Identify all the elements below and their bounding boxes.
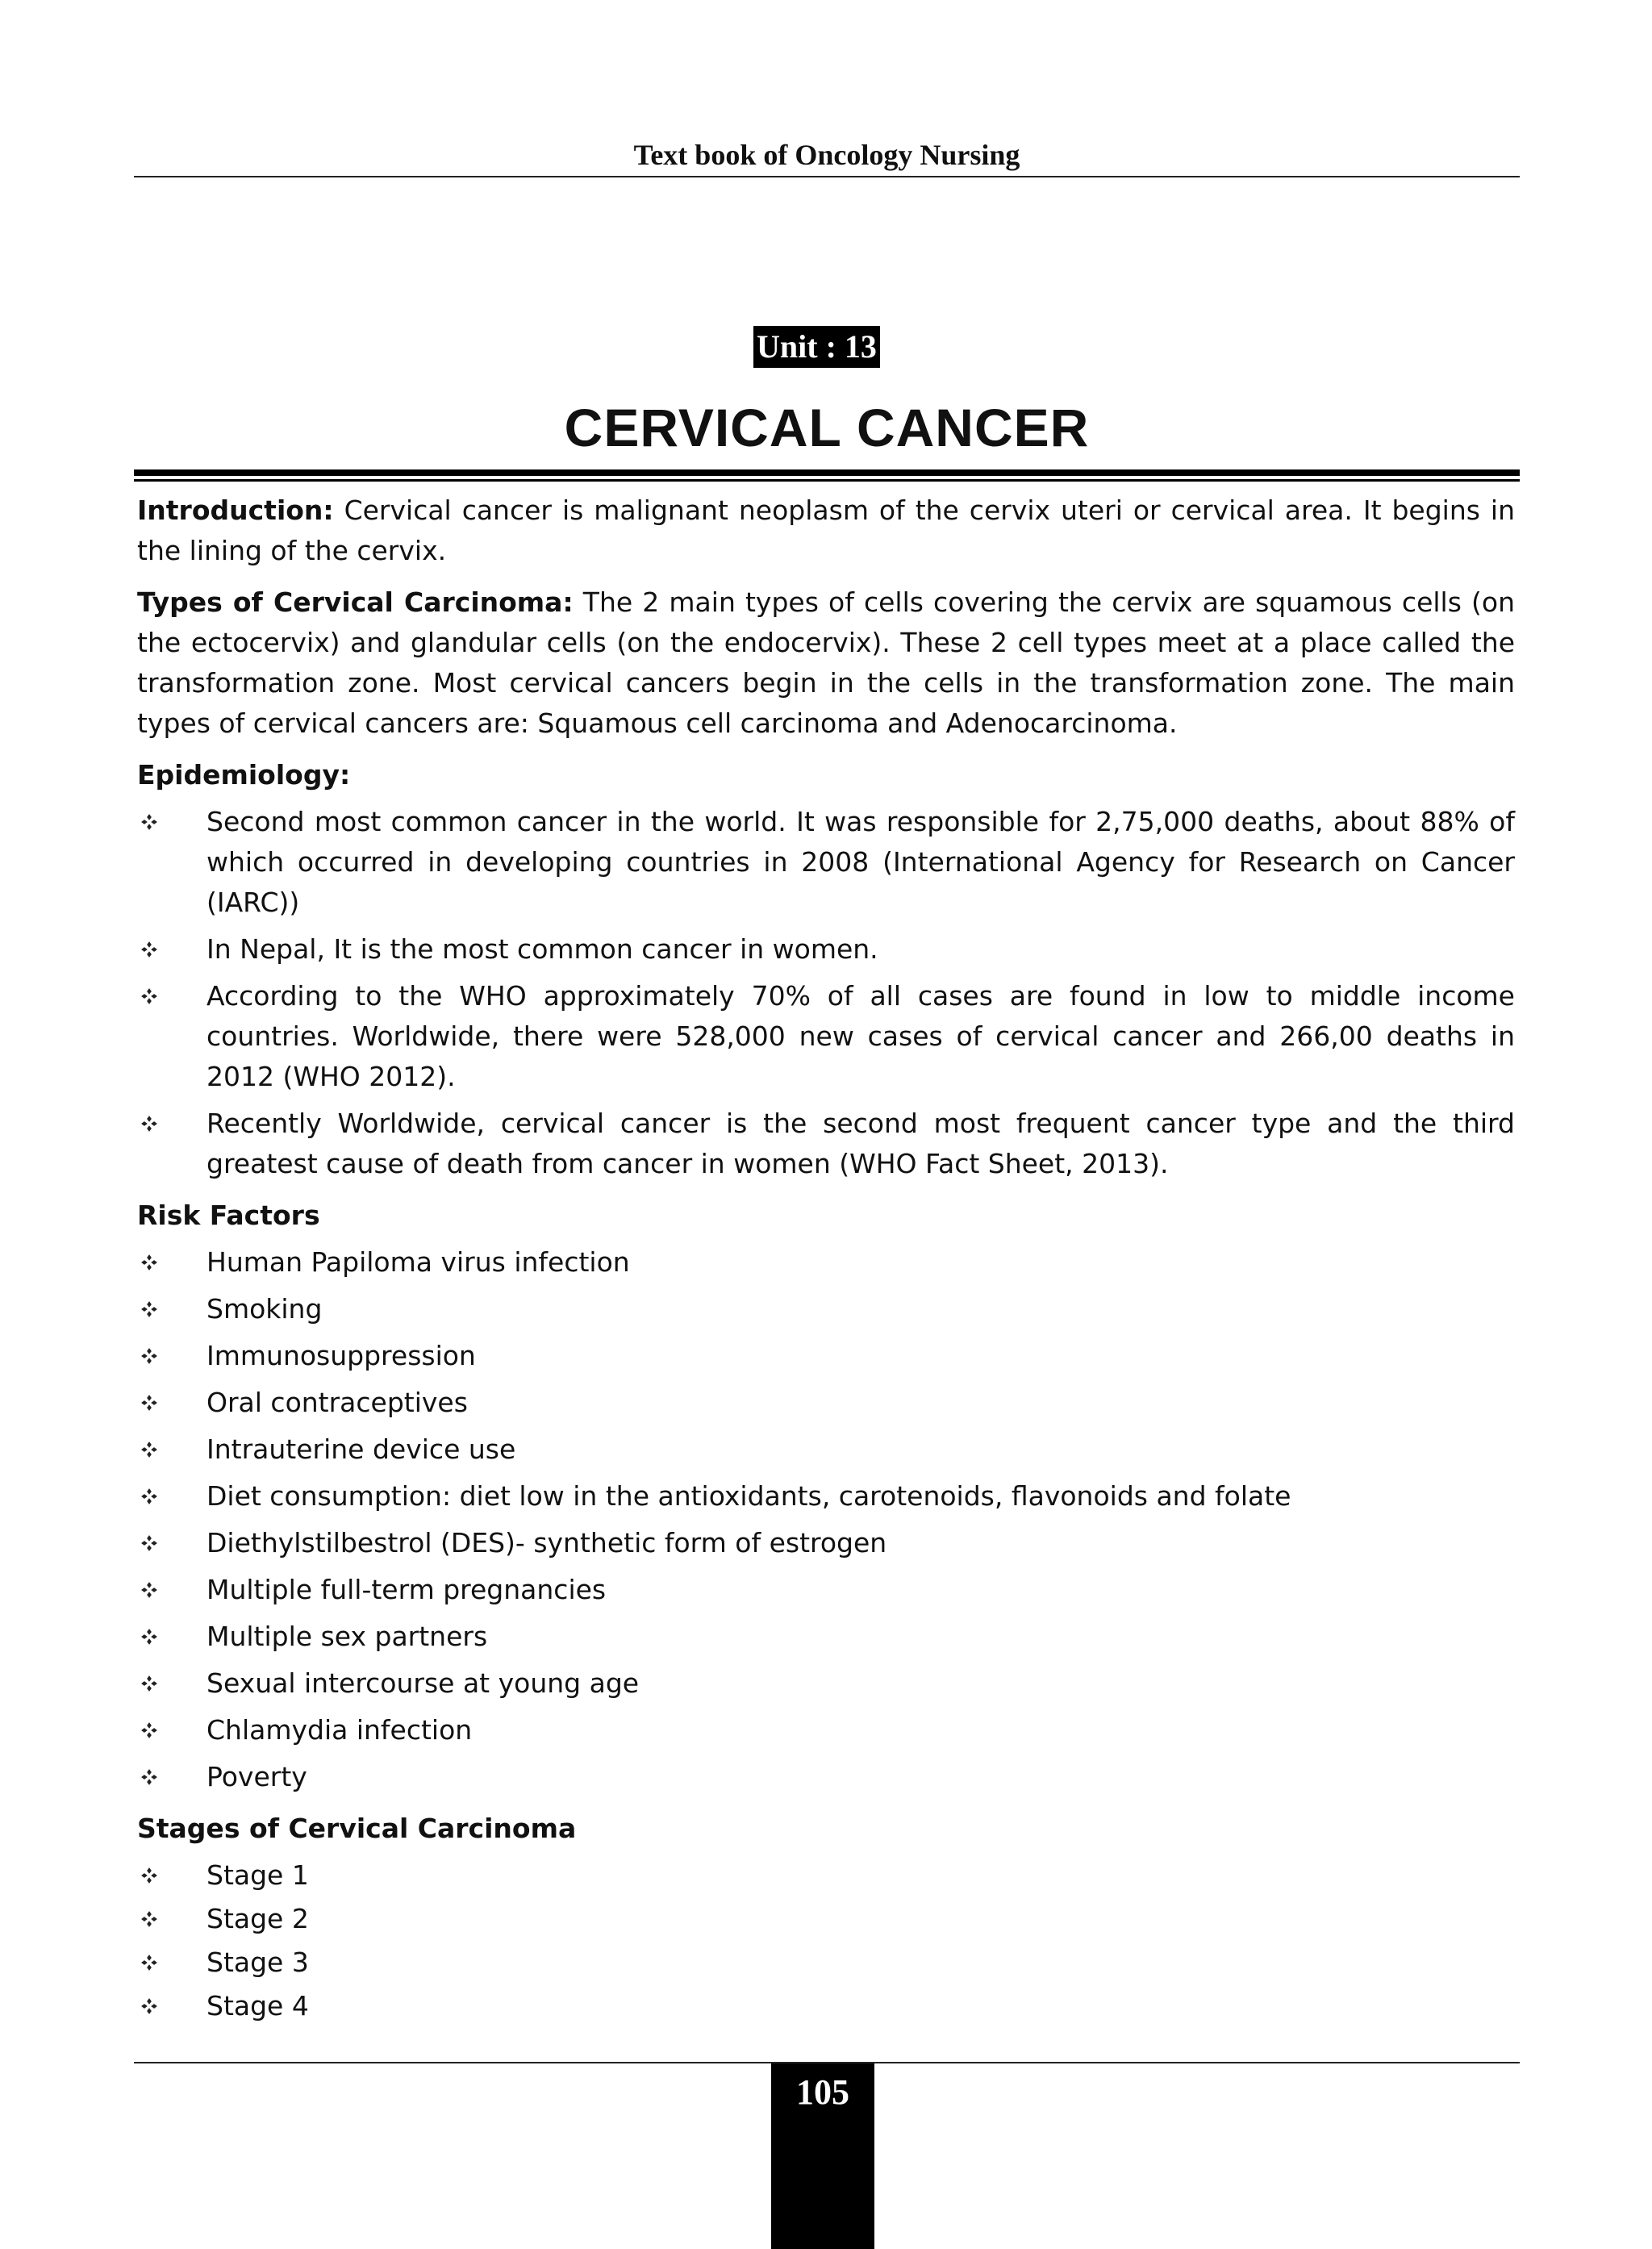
list-item-text: Oral contraceptives (206, 1387, 468, 1418)
list-item-text: In Nepal, It is the most common cancer in women. (206, 933, 878, 965)
list-item-text: Recently Worldwide, cervical cancer is the second most frequent cancer type and the third greatest cause of death from cancer in women (WHO Fact Sheet, 2013). (206, 1108, 1515, 1179)
four-diamond-bullet-icon (137, 1942, 161, 1983)
four-diamond-bullet-icon (137, 1757, 161, 1797)
four-diamond-bullet-icon (137, 1855, 161, 1896)
list-item-text: Sexual intercourse at young age (206, 1667, 640, 1699)
list-item-text: Poverty (206, 1761, 307, 1792)
list-item (137, 1289, 1515, 1329)
chapter-title: CERVICAL CANCER (564, 398, 1090, 457)
list-item (137, 1104, 1515, 1184)
list-item-text: Second most common cancer in the world. It was responsible for 2,75,000 deaths, about 88% of which occurred in developing countries in 2008 (International Agency for Research on Cancer (IARC)) (206, 806, 1515, 918)
list-item-text: Multiple sex partners (206, 1621, 488, 1652)
title-divider-thick (134, 469, 1520, 476)
unit-label: Unit : 13 (753, 326, 880, 368)
list-item (137, 1429, 1515, 1470)
introduction-paragraph (137, 490, 1515, 571)
list-item (137, 1942, 1515, 1983)
introduction-text: Cervical cancer is malignant neoplasm of the cervix uteri or cervical area. It begins in the lining of the cervix. (137, 494, 1515, 566)
list-item (137, 1242, 1515, 1283)
four-diamond-bullet-icon (137, 1986, 161, 2026)
risk-factors-heading: Risk Factors (137, 1200, 320, 1231)
list-item-text: Diethylstilbestrol (DES)- synthetic form of estrogen (206, 1527, 887, 1558)
four-diamond-bullet-icon (137, 1710, 161, 1750)
list-item-text: Intrauterine device use (206, 1433, 516, 1465)
list-item-text: Smoking (206, 1293, 323, 1325)
list-item (137, 1757, 1515, 1797)
list-item-text: Stage 4 (206, 1990, 309, 2022)
title-divider-thin (134, 479, 1520, 482)
page-body (137, 490, 1515, 2038)
list-item-text: Stage 1 (206, 1859, 309, 1891)
four-diamond-bullet-icon (137, 1336, 161, 1376)
four-diamond-bullet-icon (137, 1289, 161, 1329)
types-label: Types of Cervical Carcinoma: (137, 586, 574, 618)
list-item (137, 1523, 1515, 1563)
list-item (137, 1617, 1515, 1657)
stages-heading: Stages of Cervical Carcinoma (137, 1813, 577, 1844)
epidemiology-heading: Epidemiology: (137, 759, 351, 791)
risk-factors-list (137, 1242, 1515, 1797)
types-text: The 2 main types of cells covering the cervix are squamous cells (on the ectocervix) and glandular cells (on the endocervix). These 2 cell types meet at a place called the transformation zone. Most cervical cancers begin in the cells in the transformation zone. The main types of cervical cancers are: Squamous cell carcinoma and Adenocarcinoma. (137, 586, 1516, 739)
four-diamond-bullet-icon (137, 1617, 161, 1657)
list-item-text: Human Papiloma virus infection (206, 1246, 630, 1278)
introduction-label: Introduction: (137, 494, 334, 526)
list-item (137, 1336, 1515, 1376)
epidemiology-list (137, 802, 1515, 1184)
four-diamond-bullet-icon (137, 1476, 161, 1517)
list-item-text: Diet consumption: diet low in the antioxidants, carotenoids, flavonoids and folate (206, 1480, 1291, 1512)
list-item-text: Stage 2 (206, 1903, 309, 1934)
list-item-text: Chlamydia infection (206, 1714, 473, 1746)
four-diamond-bullet-icon (137, 1899, 161, 1939)
list-item-text: According to the WHO approximately 70% of all cases are found in low to middle income countries. Worldwide, there were 528,000 new cases of cervical cancer and 266,00 deaths in 2012 (WHO 2012). (206, 980, 1515, 1092)
list-item (137, 1899, 1515, 1939)
list-item (137, 1570, 1515, 1610)
header-divider (134, 176, 1520, 177)
running-header-title: Text book of Oncology Nursing (633, 139, 1020, 171)
list-item (137, 1476, 1515, 1517)
list-item (137, 929, 1515, 970)
list-item (137, 1855, 1515, 1896)
list-item-text: Stage 3 (206, 1946, 309, 1978)
list-item (137, 976, 1515, 1097)
list-item-text: Multiple full-term pregnancies (206, 1574, 607, 1605)
four-diamond-bullet-icon (137, 929, 161, 970)
list-item-text: Immunosuppression (206, 1340, 476, 1371)
four-diamond-bullet-icon (137, 1663, 161, 1704)
list-item (137, 1663, 1515, 1704)
page-number: 105 (796, 2072, 849, 2112)
four-diamond-bullet-icon (137, 1523, 161, 1563)
four-diamond-bullet-icon (137, 1570, 161, 1610)
list-item (137, 1710, 1515, 1750)
list-item (137, 1383, 1515, 1423)
four-diamond-bullet-icon (137, 1429, 161, 1470)
list-item (137, 1986, 1515, 2026)
four-diamond-bullet-icon (137, 1242, 161, 1283)
four-diamond-bullet-icon (137, 802, 161, 842)
list-item (137, 802, 1515, 923)
four-diamond-bullet-icon (137, 1104, 161, 1144)
types-paragraph (137, 582, 1515, 744)
four-diamond-bullet-icon (137, 976, 161, 1016)
stages-list (137, 1855, 1515, 2026)
four-diamond-bullet-icon (137, 1383, 161, 1423)
